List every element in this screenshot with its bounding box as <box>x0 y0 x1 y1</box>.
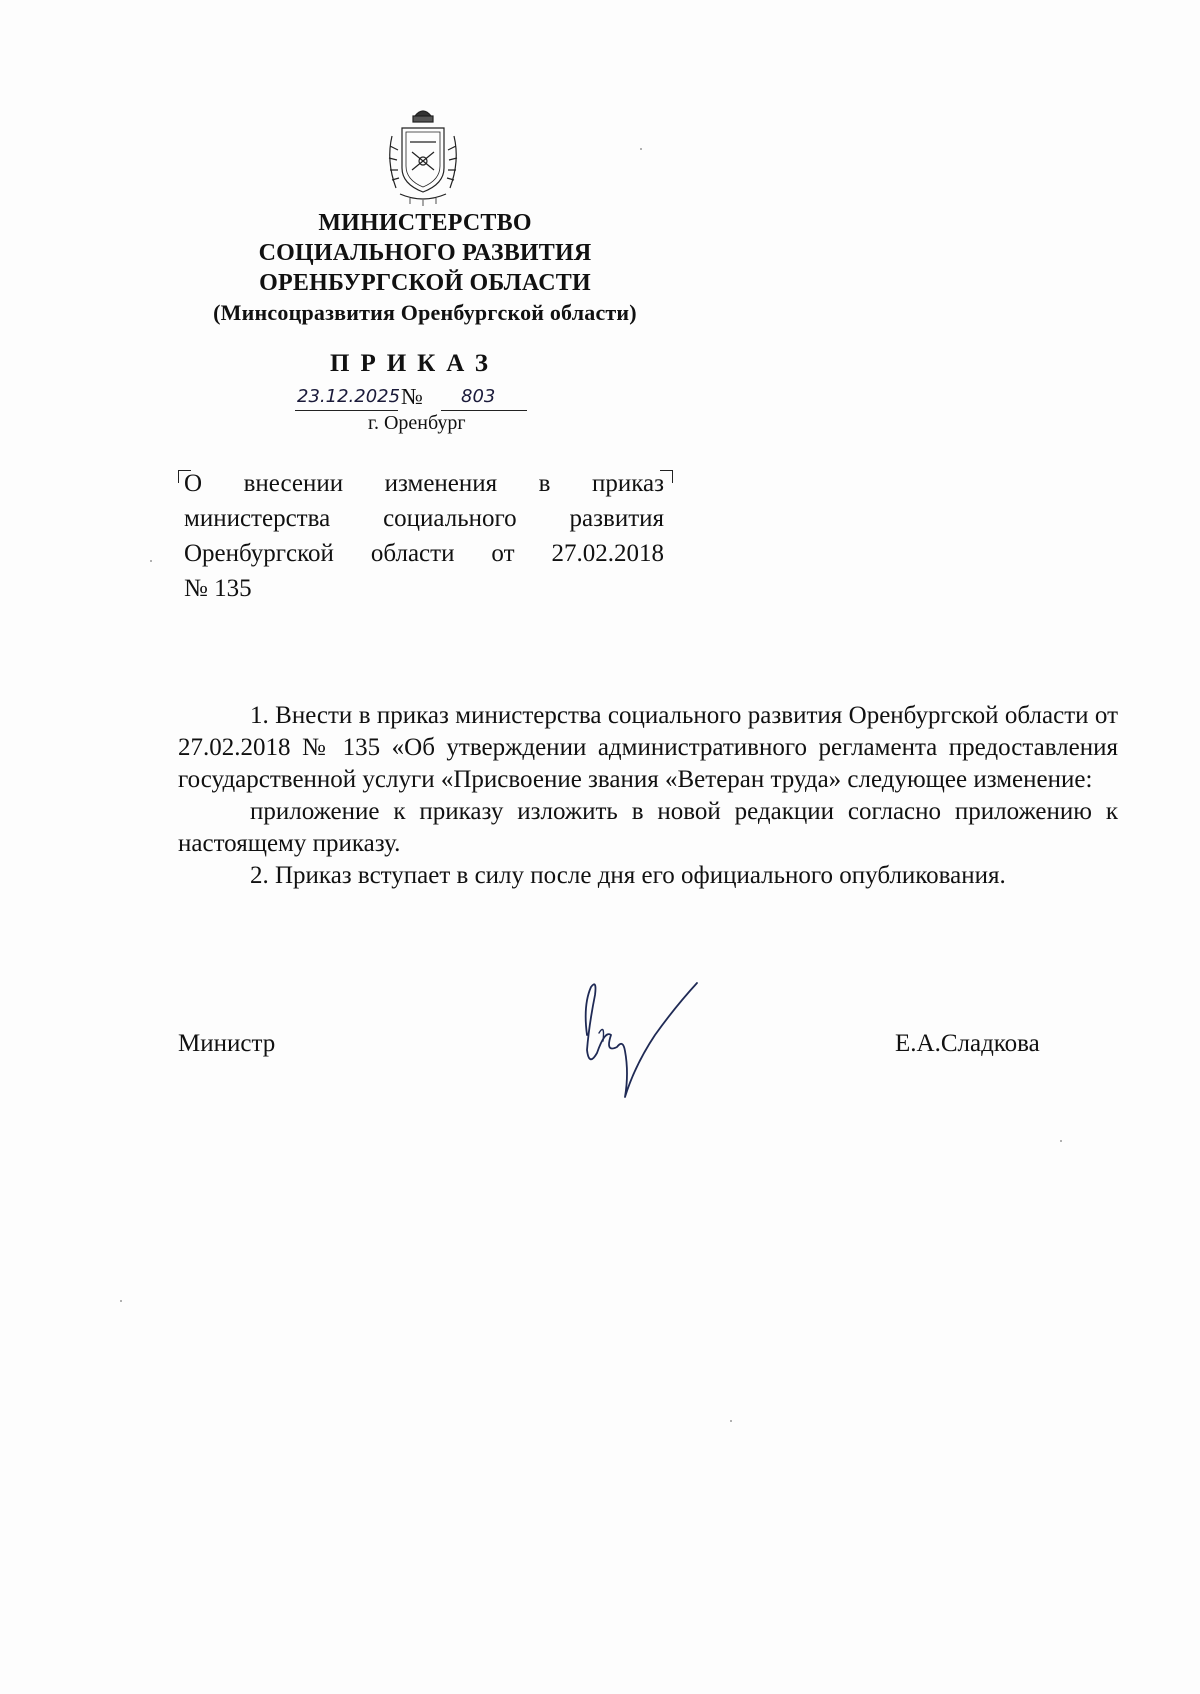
subject-line: О внесении изменения в приказ <box>184 470 664 497</box>
city: г. Оренбург <box>368 412 466 434</box>
ministry-title-line-2: СОЦИАЛЬНОГО РАЗВИТИЯ <box>258 240 592 266</box>
body-paragraph-3: 2. Приказ вступает в силу после дня его официального опубликования. <box>250 862 1006 889</box>
ministry-title-line-1: МИНИСТЕРСТВО <box>318 210 532 236</box>
order-title: ПРИКАЗ <box>330 350 499 377</box>
order-date: 23.12.2025 <box>297 386 401 407</box>
ministry-title-line-3: ОРЕНБУРГСКОЙ ОБЛАСТИ <box>259 270 591 296</box>
scan-speck <box>1060 1140 1062 1142</box>
order-date-number <box>295 384 535 414</box>
body-paragraph-2: приложение к приказу изложить в новой редакции согласно приложению к настоящему приказу. <box>178 798 1118 857</box>
ministry-short-name: (Минсоцразвития Оренбургской области) <box>213 300 637 325</box>
subject-line: № 135 <box>184 575 252 602</box>
subject-line: Оренбургской области от 27.02.2018 <box>184 540 664 567</box>
order-body <box>178 700 1118 892</box>
order-number: 803 <box>461 386 496 407</box>
scan-speck <box>730 1420 732 1422</box>
number-sign: № <box>401 384 423 409</box>
signatory-position: Министр <box>178 1030 276 1057</box>
signature-icon <box>575 975 705 1105</box>
order-subject <box>184 466 664 606</box>
coat-of-arms-icon <box>380 106 466 206</box>
subject-line: министерства социального развития <box>184 505 664 532</box>
scan-speck <box>640 148 642 150</box>
number-underline <box>441 410 527 411</box>
scan-speck <box>120 1300 122 1302</box>
scan-speck <box>150 560 152 562</box>
body-paragraph-1: 1. Внести в приказ министерства социального развития Оренбургской области от 27.02.2018 № 135 «Об утверждении административного регламента предоставления государственной услуги «Присвоение звания «Ветеран труда» следующее изменение: <box>178 702 1118 793</box>
signatory-name: Е.А.Сладкова <box>895 1030 1040 1057</box>
date-underline <box>295 410 398 411</box>
